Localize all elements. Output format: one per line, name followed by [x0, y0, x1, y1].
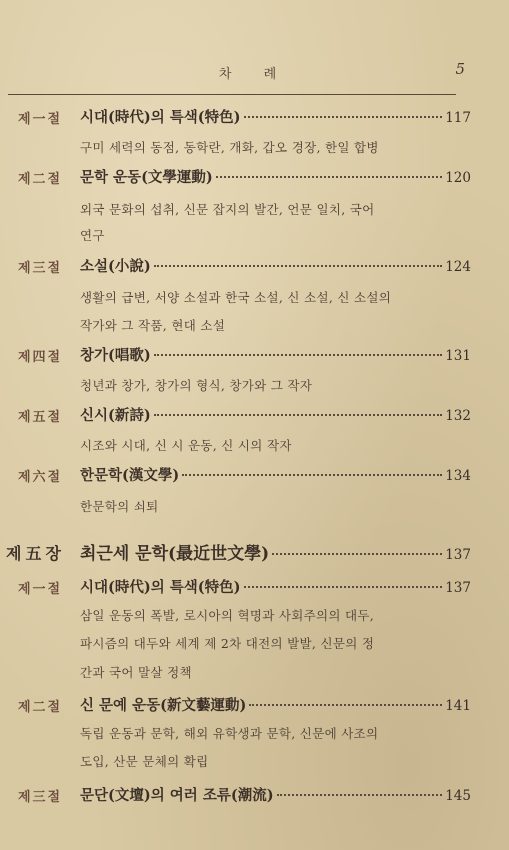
- entry-page: 117: [445, 110, 471, 126]
- entry-title[interactable]: 시대(時代)의 특색(特色): [80, 579, 241, 596]
- entry-page: 141: [445, 698, 471, 714]
- entry-title[interactable]: 문단(文壇)의 여러 조류(潮流): [80, 787, 274, 804]
- dot-leader: [249, 704, 442, 706]
- entry-title[interactable]: 신시(新詩): [80, 407, 151, 424]
- entry-subtopics: 파시즘의 대두와 세계 제 2차 대전의 발발, 신문의 정: [80, 636, 375, 651]
- dot-leader: [154, 265, 442, 267]
- entry-title[interactable]: 창가(唱歌): [80, 347, 151, 364]
- page-header: [0, 60, 509, 84]
- header-rule: [8, 94, 456, 95]
- chapter-title[interactable]: 최근세 문학(最近世文學): [80, 544, 270, 564]
- dot-leader: [277, 794, 443, 796]
- entry-page: 124: [445, 259, 471, 275]
- entry-page: 120: [445, 170, 471, 186]
- section-label: 제六절: [18, 470, 63, 485]
- section-label: 제二절: [18, 700, 63, 715]
- entry-subtopics: 간과 국어 말살 정책: [80, 665, 192, 680]
- section-label: 제三절: [18, 261, 63, 276]
- section-label: 제一절: [18, 112, 63, 127]
- entry-page: 131: [445, 348, 471, 364]
- dot-leader: [272, 553, 442, 555]
- entry-title[interactable]: 시대(時代)의 특색(特色): [80, 109, 241, 126]
- entry-title[interactable]: 신 문예 운동(新文藝運動): [80, 697, 247, 714]
- entry-subtopics: 시조와 시대, 신 시 운동, 신 시의 작자: [80, 438, 292, 453]
- section-label: 제四절: [18, 350, 63, 365]
- entry-subtopics: 삼일 운동의 폭발, 로시아의 혁명과 사회주의의 대두,: [80, 608, 375, 623]
- section-label: 제一절: [18, 582, 63, 597]
- dot-leader: [244, 116, 443, 118]
- section-label: 제二절: [18, 172, 63, 187]
- page-number: 5: [455, 60, 465, 78]
- entry-title[interactable]: 소설(小說): [80, 258, 151, 275]
- entry-page: 134: [445, 468, 471, 484]
- dot-leader: [244, 586, 443, 588]
- section-label: 제五절: [18, 410, 63, 425]
- entry-subtopics: 한문학의 쇠퇴: [80, 499, 159, 514]
- dot-leader: [182, 474, 442, 476]
- entry-subtopics: 외국 문화의 섭취, 신문 잡지의 발간, 언문 일치, 국어: [80, 202, 375, 217]
- entry-page: 137: [445, 580, 471, 596]
- entry-title[interactable]: 문학 운동(文學運動): [80, 169, 213, 186]
- entry-subtopics: 청년과 창가, 창가의 형식, 창가와 그 작자: [80, 378, 313, 393]
- entry-subtopics: 구미 세력의 동점, 동학란, 개화, 갑오 경장, 한일 합병: [80, 140, 379, 155]
- entry-subtopics: 작가와 그 작품, 현대 소설: [80, 318, 226, 333]
- entry-title[interactable]: 한문학(漢文學): [80, 467, 180, 484]
- section-label: 제三절: [18, 790, 63, 805]
- entry-subtopics: 독립 운동과 문학, 해외 유학생과 문학, 신문에 사조의: [80, 726, 379, 741]
- dot-leader: [154, 414, 442, 416]
- entry-page: 137: [445, 547, 471, 563]
- dot-leader: [154, 354, 442, 356]
- entry-page: 132: [445, 408, 471, 424]
- chapter-label: 제五장: [6, 544, 65, 563]
- entry-subtopics: 연구: [80, 228, 105, 243]
- entry-subtopics: 생활의 급변, 서양 소설과 한국 소설, 신 소설, 신 소설의: [80, 290, 392, 305]
- dot-leader: [216, 176, 442, 178]
- entry-page: 145: [445, 788, 471, 804]
- entry-subtopics: 도입, 산문 문체의 확립: [80, 754, 209, 769]
- header-title: 차 례: [218, 67, 291, 82]
